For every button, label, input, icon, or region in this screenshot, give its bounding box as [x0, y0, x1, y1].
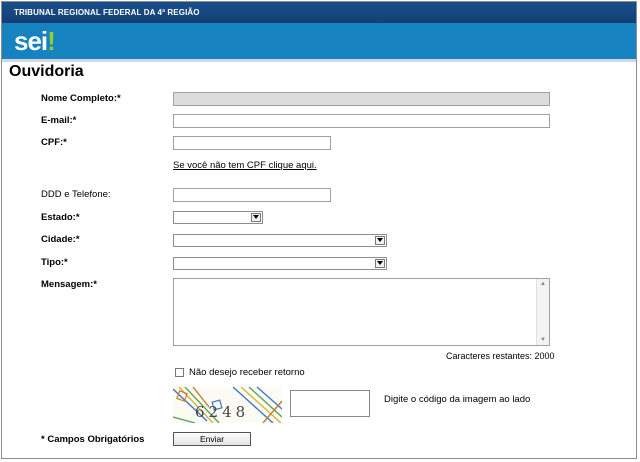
- no-cpf-link[interactable]: Se você não tem CPF clique aqui.: [173, 160, 317, 171]
- tipo-select[interactable]: [173, 257, 387, 270]
- logo-text: sei: [14, 26, 48, 56]
- cpf-input[interactable]: [173, 136, 331, 150]
- estado-select[interactable]: [173, 211, 263, 224]
- chevron-down-icon[interactable]: [251, 213, 261, 222]
- submit-button[interactable]: Enviar: [173, 432, 251, 446]
- mensagem-textarea[interactable]: [173, 278, 550, 346]
- sei-logo[interactable]: [14, 26, 55, 56]
- chevron-down-icon[interactable]: [375, 236, 385, 245]
- telefone-label: DDD e Telefone:: [41, 189, 111, 200]
- org-header-bar: [2, 2, 636, 23]
- no-reply-label[interactable]: Não desejo receber retorno: [189, 367, 305, 378]
- org-name: TRIBUNAL REGIONAL FEDERAL DA 4ª REGIÃO: [14, 8, 200, 17]
- estado-label: Estado:*: [41, 212, 80, 223]
- nome-input[interactable]: [173, 92, 550, 106]
- required-fields-note: * Campos Obrigatórios: [41, 434, 145, 445]
- header-separator: [2, 59, 636, 62]
- captcha-text: 6248: [195, 403, 250, 421]
- captcha-input[interactable]: [290, 390, 370, 417]
- cidade-label: Cidade:*: [41, 234, 80, 245]
- logo-band: [2, 23, 636, 59]
- captcha-image: [173, 387, 282, 423]
- captcha-label: Digite o código da imagem ao lado: [384, 394, 531, 405]
- scroll-up-icon[interactable]: ▲: [540, 281, 546, 287]
- tipo-label: Tipo:*: [41, 257, 68, 268]
- cpf-label: CPF:*: [41, 137, 67, 148]
- scroll-down-icon[interactable]: ▼: [540, 337, 546, 343]
- char-counter: Caracteres restantes: 2000: [446, 351, 555, 361]
- mensagem-label: Mensagem:*: [41, 279, 97, 290]
- chevron-down-icon[interactable]: [375, 259, 385, 268]
- email-label: E-mail:*: [41, 115, 77, 126]
- textarea-scrollbar[interactable]: [536, 279, 549, 345]
- cidade-select[interactable]: [173, 234, 387, 247]
- email-input[interactable]: [173, 114, 550, 128]
- no-reply-checkbox[interactable]: [175, 368, 184, 377]
- page-title: Ouvidoria: [9, 63, 84, 80]
- nome-label: Nome Completo:*: [41, 93, 121, 104]
- telefone-input[interactable]: [173, 188, 331, 202]
- logo-mark: !: [47, 26, 55, 56]
